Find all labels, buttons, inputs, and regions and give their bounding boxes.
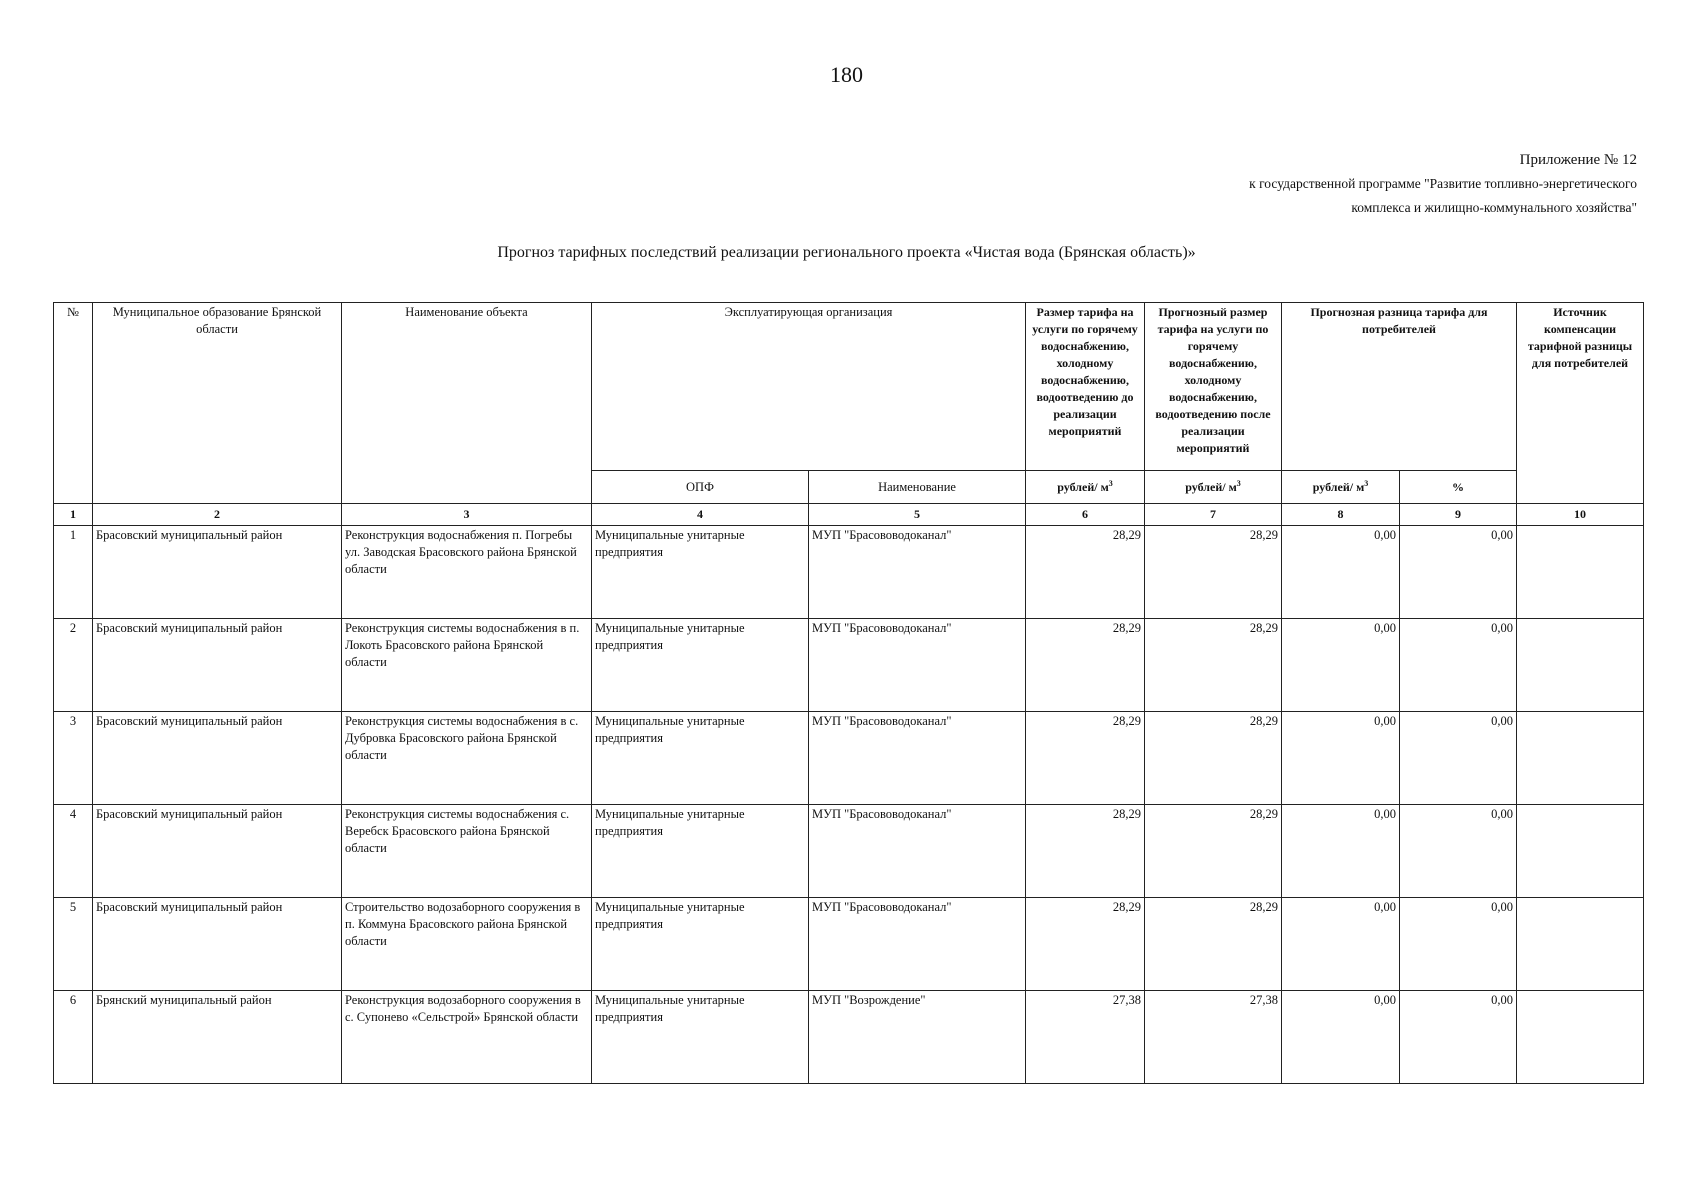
- cell-source: [1517, 526, 1644, 619]
- cell-diff-rub: 0,00: [1282, 991, 1400, 1084]
- header-difference: Прогнозная разница тарифа для потребителей: [1282, 303, 1517, 471]
- table-row: [54, 712, 1644, 805]
- table-row: [54, 805, 1644, 898]
- cell-municipality: Брасовский муниципальный район: [93, 712, 342, 805]
- cell-diff-pct: 0,00: [1400, 526, 1517, 619]
- column-number: 1: [54, 504, 93, 526]
- cell-municipality: Брасовский муниципальный район: [93, 619, 342, 712]
- cell-municipality: Брянский муниципальный район: [93, 991, 342, 1084]
- cell-tariff-before: 28,29: [1026, 805, 1145, 898]
- cell-operator-name: МУП "Возрождение": [809, 991, 1026, 1084]
- header-unit-after: рублей/ $м^3$: [1145, 471, 1282, 504]
- appendix-program-line-1: к государственной программе "Развитие топливно-энергетического: [1249, 176, 1637, 191]
- column-number: 5: [809, 504, 1026, 526]
- cell-source: [1517, 619, 1644, 712]
- cell-object: Реконструкция системы водоснабжения в с. Дубровка Брасовского района Брянской области: [342, 712, 592, 805]
- cell-source: [1517, 898, 1644, 991]
- cell-no: 2: [54, 619, 93, 712]
- appendix-note: [1249, 148, 1637, 220]
- column-number: 9: [1400, 504, 1517, 526]
- cell-operator-name: МУП "Брасововодоканал": [809, 526, 1026, 619]
- table-row: [54, 619, 1644, 712]
- cell-operator-name: МУП "Брасововодоканал": [809, 805, 1026, 898]
- cell-operator-name: МУП "Брасововодоканал": [809, 712, 1026, 805]
- cell-source: [1517, 712, 1644, 805]
- cell-tariff-before: 28,29: [1026, 619, 1145, 712]
- cell-no: 5: [54, 898, 93, 991]
- header-unit-before: рублей/ $м^3$: [1026, 471, 1145, 504]
- cell-diff-pct: 0,00: [1400, 805, 1517, 898]
- cell-tariff-before: 27,38: [1026, 991, 1145, 1084]
- cell-tariff-after: 28,29: [1145, 526, 1282, 619]
- table-row: [54, 526, 1644, 619]
- table-row: [54, 898, 1644, 991]
- cell-municipality: Брасовский муниципальный район: [93, 805, 342, 898]
- cell-diff-rub: 0,00: [1282, 898, 1400, 991]
- cell-opf: Муниципальные унитарные предприятия: [592, 898, 809, 991]
- header-tariff-before: Размер тарифа на услуги по горячему водоснабжению, холодному водоснабжению, водоотведению до реализации мероприятий: [1026, 303, 1145, 471]
- cell-tariff-before: 28,29: [1026, 898, 1145, 991]
- cell-diff-pct: 0,00: [1400, 991, 1517, 1084]
- cell-tariff-before: 28,29: [1026, 712, 1145, 805]
- column-number: 4: [592, 504, 809, 526]
- header-name: Наименование: [809, 471, 1026, 504]
- cell-operator-name: МУП "Брасововодоканал": [809, 619, 1026, 712]
- cell-no: 4: [54, 805, 93, 898]
- cell-no: 3: [54, 712, 93, 805]
- header-no: №: [54, 303, 93, 504]
- cell-diff-rub: 0,00: [1282, 712, 1400, 805]
- cell-source: [1517, 991, 1644, 1084]
- appendix-number: Приложение № 12: [1519, 152, 1637, 168]
- cell-object: Реконструкция системы водоснабжения с. Веребск Брасовского района Брянской области: [342, 805, 592, 898]
- cell-tariff-after: 28,29: [1145, 805, 1282, 898]
- cell-source: [1517, 805, 1644, 898]
- cell-tariff-after: 28,29: [1145, 898, 1282, 991]
- cell-diff-pct: 0,00: [1400, 712, 1517, 805]
- header-tariff-after: Прогнозный размер тарифа на услуги по горячему водоснабжению, холодному водоснабжению, водоотведению после реализации мероприятий: [1145, 303, 1282, 471]
- cell-diff-rub: 0,00: [1282, 619, 1400, 712]
- cell-diff-pct: 0,00: [1400, 619, 1517, 712]
- header-unit-diff: рублей/ $м^3$: [1282, 471, 1400, 504]
- cell-municipality: Брасовский муниципальный район: [93, 526, 342, 619]
- cell-opf: Муниципальные унитарные предприятия: [592, 991, 809, 1084]
- cell-opf: Муниципальные унитарные предприятия: [592, 712, 809, 805]
- cell-no: 6: [54, 991, 93, 1084]
- cell-tariff-after: 28,29: [1145, 619, 1282, 712]
- appendix-program-line-2: комплекса и жилищно-коммунального хозяйства": [1351, 200, 1637, 215]
- cell-diff-rub: 0,00: [1282, 526, 1400, 619]
- cell-object: Реконструкция системы водоснабжения в п. Локоть Брасовского района Брянской области: [342, 619, 592, 712]
- cell-opf: Муниципальные унитарные предприятия: [592, 619, 809, 712]
- header-percent: %: [1400, 471, 1517, 504]
- column-number: 10: [1517, 504, 1644, 526]
- header-object: Наименование объекта: [342, 303, 592, 504]
- header-operator: Эксплуатирующая организация: [592, 303, 1026, 471]
- column-number: 8: [1282, 504, 1400, 526]
- column-number: 6: [1026, 504, 1145, 526]
- cell-tariff-after: 28,29: [1145, 712, 1282, 805]
- column-number: 3: [342, 504, 592, 526]
- cell-no: 1: [54, 526, 93, 619]
- column-number: 7: [1145, 504, 1282, 526]
- page-number: 180: [830, 62, 863, 87]
- cell-object: Реконструкция водозаборного сооружения в с. Супонево «Сельстрой» Брянской области: [342, 991, 592, 1084]
- tariff-forecast-table: [53, 302, 1644, 1084]
- cell-operator-name: МУП "Брасововодоканал": [809, 898, 1026, 991]
- cell-tariff-after: 27,38: [1145, 991, 1282, 1084]
- column-number: 2: [93, 504, 342, 526]
- header-municipality: Муниципальное образование Брянской области: [93, 303, 342, 504]
- cell-diff-rub: 0,00: [1282, 805, 1400, 898]
- cell-municipality: Брасовский муниципальный район: [93, 898, 342, 991]
- column-number-row: [54, 504, 1644, 526]
- cell-opf: Муниципальные унитарные предприятия: [592, 526, 809, 619]
- cell-opf: Муниципальные унитарные предприятия: [592, 805, 809, 898]
- cell-object: Реконструкция водоснабжения п. Погребы ул. Заводская Брасовского района Брянской области: [342, 526, 592, 619]
- table-row: [54, 991, 1644, 1084]
- document-title: Прогноз тарифных последствий реализации регионального проекта «Чистая вода (Брянская область)»: [497, 244, 1196, 261]
- cell-tariff-before: 28,29: [1026, 526, 1145, 619]
- header-source: Источник компенсации тарифной разницы для потребителей: [1517, 303, 1644, 504]
- header-opf: ОПФ: [592, 471, 809, 504]
- cell-object: Строительство водозаборного сооружения в п. Коммуна Брасовского района Брянской области: [342, 898, 592, 991]
- cell-diff-pct: 0,00: [1400, 898, 1517, 991]
